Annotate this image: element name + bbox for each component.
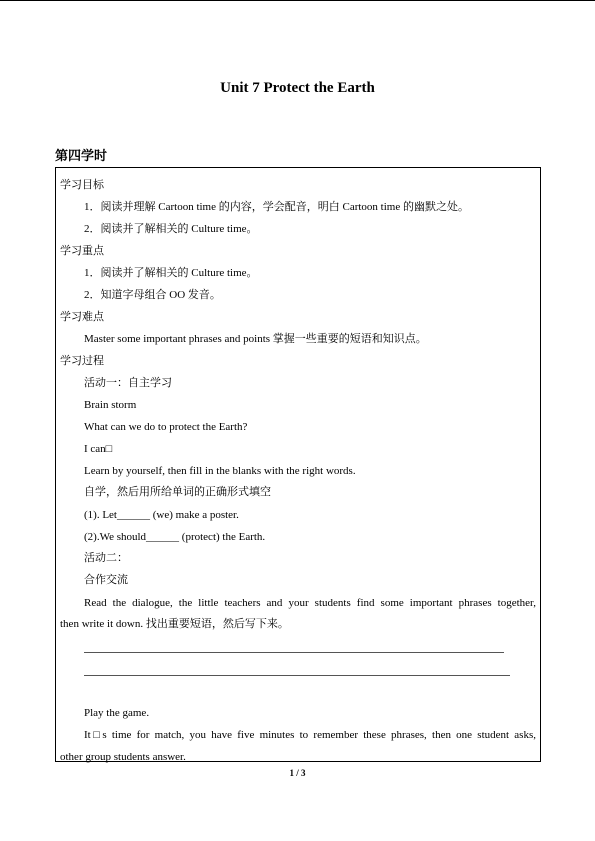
goal-1: 1．阅读并理解 Cartoon time 的内容，学会配音，明白 Cartoon time 的幽默之处。 — [84, 201, 469, 213]
heading-goals: 学习目标 — [60, 179, 104, 191]
answer-line-1 — [84, 652, 504, 653]
i-can: I can□ — [84, 443, 113, 455]
top-rule — [0, 0, 595, 1]
heading-key-points: 学习重点 — [60, 245, 104, 257]
activity-1-label: 活动一：自主学习 — [84, 377, 172, 389]
exercise-1: (1). Let______ (we) make a poster. — [84, 509, 239, 521]
goal-2: 2．阅读并了解相关的 Culture time。 — [84, 223, 258, 235]
difficulty-1: Master some important phrases and points 掌握一些重要的短语和知识点。 — [84, 333, 427, 345]
activity-2-label: 活动二： — [84, 552, 128, 564]
content-box — [55, 167, 541, 762]
read-instruction-line1: Read the dialogue, the little teachers and your students find some important phrases together, — [84, 597, 536, 609]
key-point-2: 2．知道字母组合 OO 发音。 — [84, 289, 221, 301]
question: What can we do to protect the Earth? — [84, 421, 248, 433]
page-number: 1 / 3 — [289, 768, 306, 778]
answer-line-2 — [84, 675, 510, 676]
learn-instruction-cn: 自学，然后用所给单词的正确形式填空 — [84, 486, 271, 498]
learn-instruction: Learn by yourself, then fill in the blanks with the right words. — [84, 465, 356, 477]
cooperation: 合作交流 — [84, 574, 128, 586]
brain-storm: Brain storm — [84, 399, 137, 411]
match-instruction-line2: other group students answer. — [60, 751, 186, 763]
key-point-1: 1．阅读并了解相关的 Culture time。 — [84, 267, 258, 279]
exercise-2: (2).We should______ (protect) the Earth. — [84, 531, 266, 543]
read-instruction-line2: then write it down. 找出重要短语，然后写下来。 — [60, 618, 289, 630]
lesson-heading: 第四学时 — [55, 148, 108, 163]
match-instruction-line1: It□s time for match, you have five minutes to remember these phrases, then one student asks, — [84, 729, 536, 741]
play-game: Play the game. — [84, 707, 150, 719]
page-title: Unit 7 Protect the Earth — [220, 80, 375, 96]
heading-difficulties: 学习难点 — [60, 311, 104, 323]
heading-process: 学习过程 — [60, 355, 104, 367]
